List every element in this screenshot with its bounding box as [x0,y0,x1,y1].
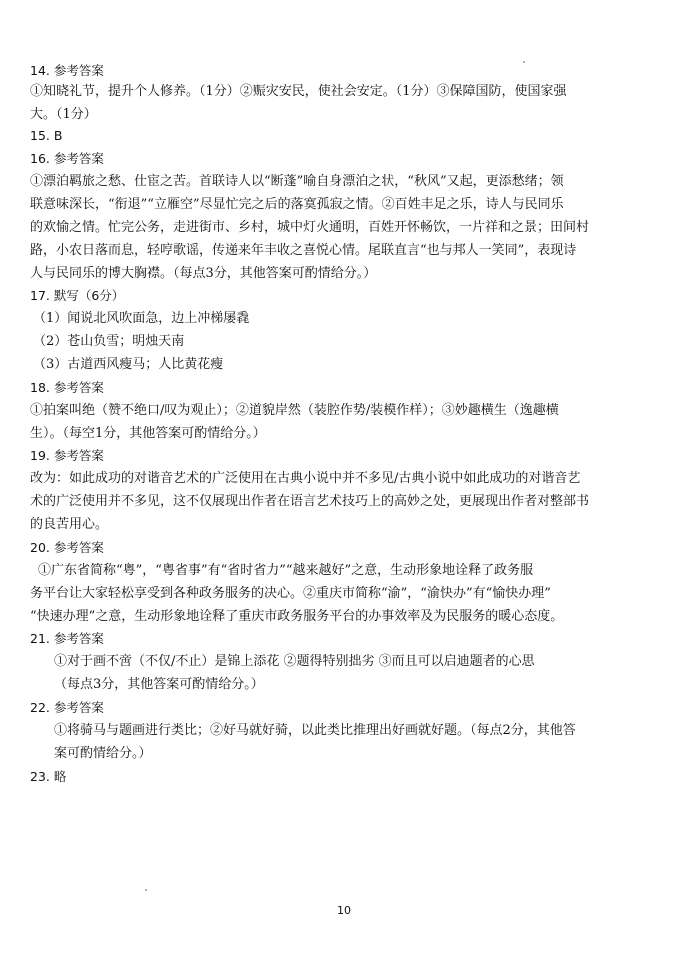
answer-line: “快速办理”之意，生动形象地诠释了重庆市政务服务平台的办事效率及为民服务的暖心态度。 [30,609,564,624]
answer-line: ①知晓礼节，提升个人修养。（1分）②赈灾安民，使社会安定。（1分）③保障国防，使国家强 [30,84,567,99]
heading-q21: 21. 参考答案 [30,631,104,646]
answer-line: 生）。（每空1分，其他答案可酌情给分。） [30,426,266,441]
answer-line: ①漂泊羁旅之愁、仕宦之苦。首联诗人以“断蓬”喻自身漂泊之状，“秋风”又起，更添愁绪；领 [30,174,564,189]
answer-line: 案可酌情给分。） [54,746,152,761]
heading-q14: 14. 参考答案 [30,63,104,78]
answer-line: （2）苍山负雪；明烛天南 [33,334,185,349]
heading-q22: 22. 参考答案 [30,700,104,715]
dot-mark [145,889,147,891]
heading-q18: 18. 参考答案 [30,380,104,395]
answer-line: 改为：如此成功的对谐音艺术的广泛使用在古典小说中并不多见/古典小说中如此成功的对谐音艺 [30,471,581,486]
answer-line: 大。（1分） [30,107,97,122]
answer-line: 术的广泛使用并不多见，这不仅展现出作者在语言艺术技巧上的高妙之处，更展现出作者对整部书 [30,494,590,509]
answer-line: ①拍案叫绝（赞不绝口/叹为观止）；②道貌岸然（装腔作势/装模作样）；③妙趣横生（逸趣横 [30,403,559,418]
heading-q19: 19. 参考答案 [30,448,104,463]
answer-line: 的欢愉之情。忙完公务，走进街市、乡村，城中灯火通明，百姓开怀畅饮，一片祥和之景；田间村 [30,220,590,235]
answer-line: 路，小农日落而息，轻哼歌谣，传递来年丰收之喜悦心情。尾联直言“也与邦人一笑同”，表现诗 [30,243,577,258]
answer-line: （3）古道西风瘦马；人比黄花瘦 [33,357,224,372]
page-number: 10 [337,904,351,917]
heading-q17: 17. 默写（6分） [30,288,125,303]
answer-line: ①对于画不啻（不仅/不止）是锦上添花 ②题得特别拙劣 ③而且可以启迪题者的心思 [54,654,535,669]
dot-mark [523,61,525,63]
answer-line: ①广东省简称“粤”，“粤省事”有“省时省力”“越来越好”之意，生动形象地诠释了政务服 [38,563,534,578]
heading-q15: 15. B [30,128,63,143]
answer-line: （1）闻说北风吹面急，边上冲梯屡毳 [33,311,250,326]
answer-line: 的良苦用心。 [30,517,109,532]
heading-q16: 16. 参考答案 [30,151,104,166]
answer-line: （每点3分，其他答案可酌情给分。） [54,677,264,692]
answer-line: 人与民同乐的博大胸襟。（每点3分，其他答案可酌情给分。） [30,266,377,281]
heading-q20: 20. 参考答案 [30,540,104,555]
heading-q23: 23. 略 [30,769,67,784]
answer-line: 联意味深长，“衔退”“立雁空”尽显忙完之后的落寞孤寂之情。②百姓丰足之乐，诗人与民同乐 [30,197,564,212]
answer-line: ①将骑马与题画进行类比；②好马就好骑，以此类比推理出好画就好题。（每点2分，其他答 [54,723,576,738]
answer-line: 务平台让大家轻松享受到各种政务服务的决心。②重庆市简称“渝”，“渝快办”有“愉快办理” [30,586,551,601]
